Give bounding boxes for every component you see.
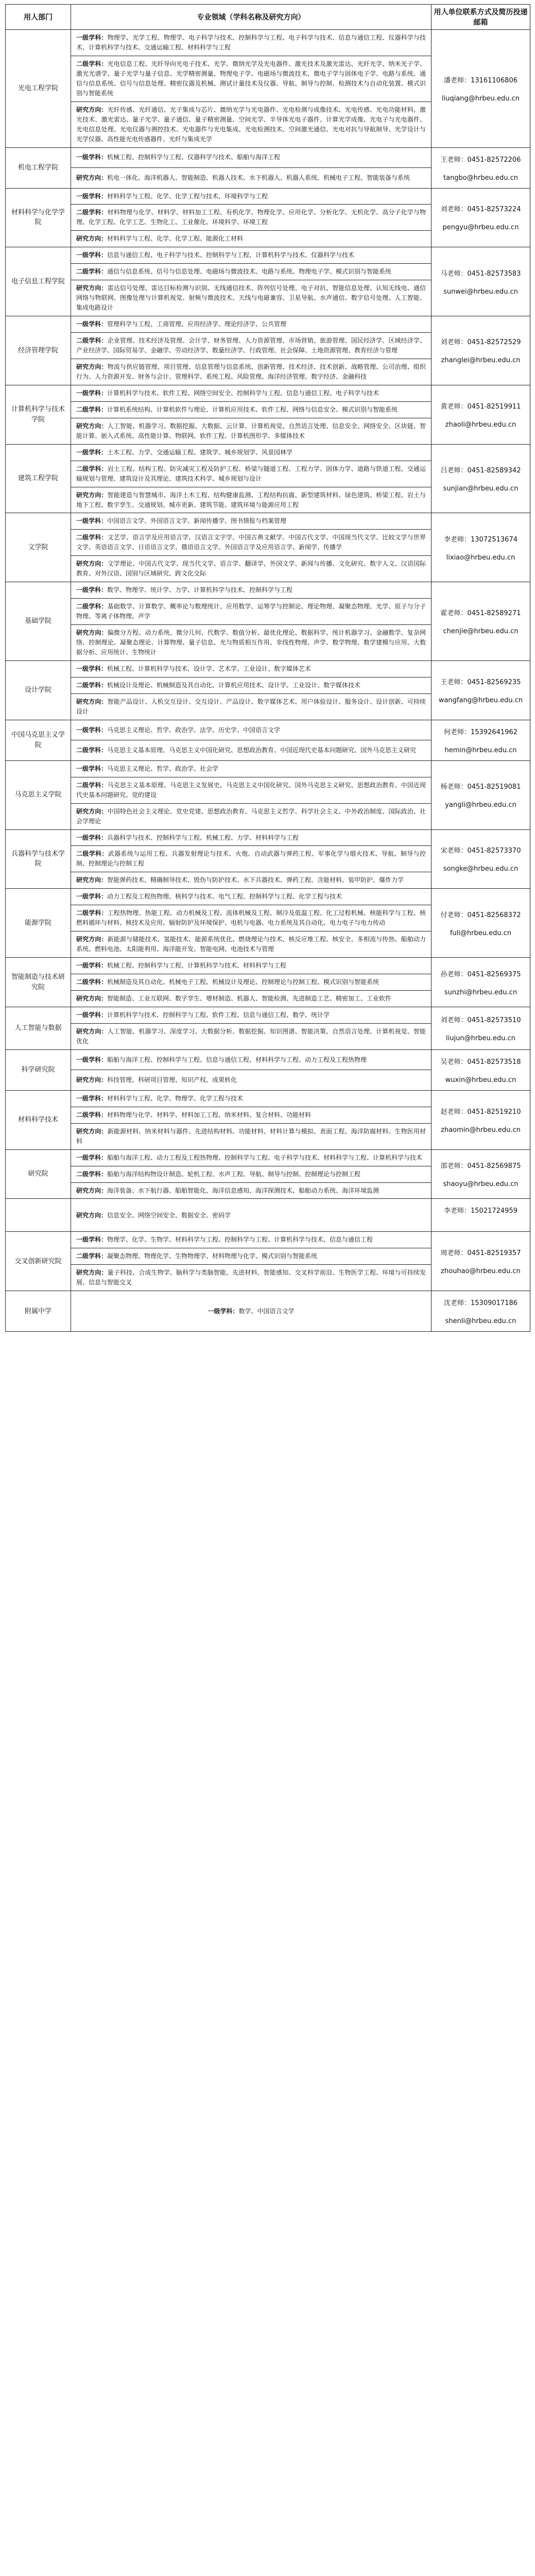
contact-email[interactable]: zhaomin@hrbeu.edu.cn bbox=[441, 1126, 521, 1134]
field-text: 企业管理、技术经济及管理、会计学、财务管理、人力资源管理、市场营销、旅游管理、国民经济学、区域经济学、产业经济学、国际贸易学、金融学、劳动经济学、数量经济学、行政管理、社会保障、土地资源管理、教育经济与管理 bbox=[76, 337, 426, 354]
field-cell bbox=[71, 1149, 432, 1166]
field-level-label: 二级学科： bbox=[76, 405, 108, 413]
field-cell bbox=[71, 316, 432, 333]
table-row bbox=[6, 660, 530, 677]
table-row bbox=[6, 513, 530, 530]
field-cell bbox=[71, 677, 432, 693]
field-level-label: 研究方向： bbox=[76, 936, 108, 943]
field-text: 计算机科学与技术、控制科学与工程、软件工程、信息与通信工程、数学、统计学 bbox=[107, 1011, 330, 1019]
field-text: 人工智能、机器学习、深度学习、大数据分析、数据挖掘、知识图谱、智能决策、自然语言处理、计算机视觉、智能优化 bbox=[76, 1027, 426, 1045]
contact-cell bbox=[432, 889, 530, 958]
field-level-label: 一级学科： bbox=[76, 192, 108, 200]
table-row bbox=[6, 1149, 530, 1166]
contact-cell bbox=[432, 760, 530, 829]
field-level-label: 一级学科： bbox=[76, 517, 108, 525]
field-cell bbox=[71, 556, 432, 582]
field-text: 船舶与海洋工程、控制科学与工程、信息与通信工程、材料科学与工程、动力工程及工程热物理 bbox=[107, 1056, 367, 1063]
dept-cell: 基础学院 bbox=[6, 582, 71, 661]
field-level-label: 二级学科： bbox=[76, 465, 108, 472]
field-text: 物理学、化学、生物学、材料科学与工程、控制科学与工程、计算机科学与技术、信息与通信工程 bbox=[107, 1236, 373, 1244]
field-level-label: 一级学科： bbox=[208, 1307, 239, 1315]
field-level-label: 一级学科： bbox=[76, 586, 108, 594]
field-level-label: 研究方向： bbox=[76, 1187, 108, 1194]
contact-email[interactable]: shaoyu@hrbeu.edu.cn bbox=[443, 1180, 519, 1189]
contact-cell bbox=[432, 1007, 530, 1049]
contact-phone: 吴老师：0451-82573518 bbox=[440, 1058, 521, 1066]
recruitment-table-page bbox=[5, 4, 530, 1332]
table-row bbox=[6, 1199, 530, 1232]
field-text: 船舶与海洋结构物设计制造、轮机工程、水声工程、导航、制导与控制、控制理论与控制工程 bbox=[107, 1170, 361, 1178]
field-text: 马克思主义理论、哲学、政治学、法学、历史学、中国语言文学 bbox=[107, 726, 281, 734]
field-text: 机械工程、控制科学与工程、仪器科学与技术、船舶与海洋工程 bbox=[107, 154, 281, 161]
field-text: 信息安全、网络空间安全、数据安全、密码学 bbox=[107, 1211, 231, 1219]
field-level-label: 二级学科： bbox=[76, 1252, 108, 1260]
field-cell bbox=[71, 693, 432, 720]
table-row bbox=[6, 889, 530, 905]
dept-cell: 建筑工程学院 bbox=[6, 444, 71, 513]
field-cell bbox=[71, 359, 432, 385]
field-cell bbox=[71, 1107, 432, 1123]
field-level-label: 一级学科： bbox=[76, 1094, 108, 1102]
field-text: 岩土工程、结构工程、防灾减灾工程及防护工程、桥梁与隧道工程、工程力学、固体力学、道路与铁道工程、交通运输规划与管理、建筑设计及其理论、建筑技术科学、城乡规划与设计 bbox=[76, 465, 426, 482]
field-level-label: 二级学科： bbox=[76, 978, 108, 986]
contact-email[interactable]: zhouhao@hrbeu.edu.cn bbox=[441, 1267, 521, 1276]
table-row bbox=[6, 958, 530, 974]
field-text: 人工智能、机器学习、数据挖掘、大数据、云计算、计算机视觉、自然语言处理、信息安全、网络安全、区块链、智能计算、嵌入式系统、高性能计算、物联网、软件工程、计算机图形学、多媒体技术 bbox=[76, 422, 426, 439]
field-level-label: 研究方向： bbox=[76, 422, 108, 430]
field-text: 智能产品设计、人机交互设计、交互设计、产品设计、数字媒体艺术、用户体验设计、服务设计、设计创新、可持续设计 bbox=[76, 698, 426, 715]
field-cell bbox=[71, 958, 432, 974]
field-level-label: 一级学科： bbox=[76, 893, 108, 901]
field-cell bbox=[71, 530, 432, 556]
field-text: 船舶与海洋工程、动力工程及工程热物理、控制科学与工程、电子科学与技术、材料科学与工程、计算机科学与技术 bbox=[107, 1154, 423, 1161]
contact-phone: 周老师：0451-82519357 bbox=[440, 1249, 521, 1258]
field-level-label: 一级学科： bbox=[76, 834, 108, 841]
field-text: 通信与信息系统、信号与信息处理、电磁场与微波技术、电路与系统、物理电子学、模式识别与智能系统 bbox=[107, 268, 392, 276]
field-text: 新能源材料、纳米材料与器件、先进结构材料、功能材料、材料计算与模拟、表面工程、海洋防腐材料、生物医用材料 bbox=[76, 1127, 426, 1145]
field-text: 材料科学与工程、化学、化学工程与技术、环境科学与工程 bbox=[107, 192, 268, 200]
contact-phone: 宋老师：0451-82573370 bbox=[440, 847, 521, 855]
field-level-label: 研究方向： bbox=[76, 1269, 108, 1277]
field-level-label: 研究方向： bbox=[76, 174, 108, 181]
field-text: 兵器科学与技术、控制科学与工程、机械工程、力学、材料科学与工程 bbox=[107, 834, 299, 841]
field-cell bbox=[71, 846, 432, 872]
field-text: 光纤传感、光纤通信、光子集成与芯片、微纳光学与光电器件、光电检测与成像技术、光电传感、光电功能材料、激光技术、激光雷达、量子光学、量子通信、量子精密测量、空间光学、半导体光电子器件、计算光学成像、光电子与光电器件、光电信息处理、光电仪器与测控技术、光电器件与光电集成、光电检测技术、空间激光通信、光电对抗与导航制导、光学设计与光学仪器、高性能光电传感器件、光纤与集成光学 bbox=[76, 106, 426, 143]
contact-cell bbox=[432, 1090, 530, 1149]
field-text: 材料物理与化学、材料学、材料加工工程、纳米材料、复合材料、功能材料 bbox=[107, 1111, 312, 1118]
field-text: 马克思主义基本原理、马克思主义中国化研究、思想政治教育、中国近现代史基本问题研究、国外马克思主义研究 bbox=[107, 747, 417, 754]
dept-cell: 人工智能与数据 bbox=[6, 1007, 71, 1049]
field-level-label: 二级学科： bbox=[76, 603, 108, 611]
field-cell bbox=[71, 1007, 432, 1023]
field-level-label: 研究方向： bbox=[76, 106, 108, 113]
contact-email[interactable]: wangfang@hrbeu.edu.cn bbox=[438, 696, 523, 704]
table-row bbox=[6, 760, 530, 777]
field-level-label: 研究方向： bbox=[76, 363, 108, 370]
dept-cell: 交叉创新研究院 bbox=[6, 1232, 71, 1291]
field-level-label: 二级学科： bbox=[76, 209, 108, 216]
field-text: 凝聚态物理、物理化学、生物物理学、材料物理与化学、模式识别与智能系统 bbox=[107, 1252, 318, 1260]
contact-email[interactable]: songke@hrbeu.edu.cn bbox=[443, 865, 519, 873]
field-cell bbox=[71, 1123, 432, 1149]
dept-cell: 材料科学与化学学院 bbox=[6, 188, 71, 247]
field-cell bbox=[71, 101, 432, 147]
field-text: 雷达信号处理、雷达目标检测与识别、无线通信技术、阵列信号处理、电子对抗、智能信息处理、认知无线电、通信网络与物联网、图像处理与计算机视觉、射频与微波技术、天线与电磁兼容、卫星导航、水声通信、数字信号处理、人工智能、集成电路设计 bbox=[76, 284, 426, 312]
table-row bbox=[6, 30, 530, 56]
contact-cell bbox=[432, 582, 530, 661]
field-cell bbox=[71, 1090, 432, 1107]
field-level-label: 一级学科： bbox=[76, 1056, 108, 1063]
dept-cell: 马克思主义学院 bbox=[6, 760, 71, 829]
contact-email[interactable]: zhaoli@hrbeu.edu.cn bbox=[445, 420, 516, 429]
field-text: 材料科学与工程、化学、化学工程、能源化工材料 bbox=[107, 235, 244, 243]
field-cell bbox=[71, 444, 432, 461]
field-cell bbox=[71, 582, 432, 599]
field-cell bbox=[71, 487, 432, 513]
field-cell bbox=[71, 803, 432, 829]
field-text: 马克思主义基本原理、马克思主义发展史、马克思主义中国化研究、国外马克思主义研究、思想政治教育、中国近现代史基本问题研究、党的建设 bbox=[76, 781, 426, 799]
table-row bbox=[6, 1049, 530, 1070]
contact-cell bbox=[432, 385, 530, 444]
contact-phone: 王老师：0451-82569235 bbox=[440, 678, 521, 686]
contact-email[interactable]: liujun@hrbeu.edu.cn bbox=[446, 1034, 515, 1042]
contact-cell bbox=[432, 188, 530, 247]
field-level-label: 研究方向： bbox=[76, 876, 108, 884]
contact-email[interactable]: pengyu@hrbeu.edu.cn bbox=[442, 224, 519, 232]
field-level-label: 研究方向： bbox=[76, 1211, 108, 1219]
field-level-label: 二级学科： bbox=[76, 1170, 108, 1178]
field-cell bbox=[71, 889, 432, 905]
field-level-label: 研究方向： bbox=[76, 807, 108, 815]
field-level-label: 一级学科： bbox=[76, 389, 108, 397]
contact-email[interactable]: wuxin@hrbeu.edu.cn bbox=[445, 1076, 516, 1084]
contact-email[interactable]: sunwei@hrbeu.edu.cn bbox=[443, 287, 518, 296]
field-level-label: 一级学科： bbox=[76, 726, 108, 734]
contact-phone: 潘老师：13161106806 bbox=[444, 76, 517, 84]
field-cell bbox=[71, 385, 432, 401]
field-level-label: 二级学科： bbox=[76, 747, 108, 754]
dept-cell bbox=[6, 1199, 71, 1232]
dept-cell: 研究院 bbox=[6, 1149, 71, 1199]
field-cell bbox=[71, 931, 432, 958]
field-level-label: 二级学科： bbox=[76, 909, 108, 917]
field-level-label: 一级学科： bbox=[76, 1154, 108, 1161]
field-text: 机电一体化、海洋机器人、智能制造、机器人技术、水下机器人、机器人系统、机械电子工程、智能装备与系统 bbox=[107, 174, 410, 181]
field-text: 中国特色社会主义理论、党史党建、思想政治教育、马克思主义哲学、科学社会主义、中外政治制度、国际政治、社会学理论 bbox=[76, 807, 426, 825]
contact-email[interactable]: liuqiang@hrbeu.edu.cn bbox=[442, 94, 520, 103]
field-cell bbox=[71, 625, 432, 661]
field-level-label: 研究方向： bbox=[76, 491, 108, 499]
field-level-label: 一级学科： bbox=[76, 34, 108, 41]
dept-cell: 机电工程学院 bbox=[6, 147, 71, 188]
table-row bbox=[6, 316, 530, 333]
contact-cell bbox=[432, 1232, 530, 1291]
contact-cell bbox=[432, 444, 530, 513]
field-text: 基础数学、计算数学、概率论与数理统计、应用数学、运筹学与控制论、理论物理、凝聚态物理、光学、原子与分子物理、等离子体物理、声学 bbox=[76, 603, 426, 620]
contact-cell bbox=[432, 1149, 530, 1199]
header-contact: 用人单位联系方式及简历投递邮箱 bbox=[432, 5, 530, 30]
field-text: 物流与供应链管理、项目管理、信息管理与信息系统、创新管理、技术经济、技术创新、战略管理、公司治理、组织行为、人力资源开发、财务与会计、管理科学、系统工程、风险管理、海洋经济管理、数字经济、金融科技 bbox=[76, 363, 426, 380]
field-level-label: 一级学科： bbox=[76, 154, 108, 161]
field-cell bbox=[71, 461, 432, 487]
contact-cell bbox=[432, 316, 530, 385]
dept-cell: 中国马克思主义学院 bbox=[6, 720, 71, 760]
dept-cell: 材料科学技术 bbox=[6, 1090, 71, 1149]
field-text: 机械工程、计算机科学与技术、设计学、艺术学、工业设计、数字媒体艺术 bbox=[107, 665, 312, 672]
field-level-label: 一级学科： bbox=[76, 448, 108, 456]
dept-cell: 文学院 bbox=[6, 513, 71, 582]
contact-cell bbox=[432, 513, 530, 582]
field-cell bbox=[71, 1265, 432, 1291]
field-cell bbox=[71, 1199, 432, 1232]
contact-phone: 刘老师：0451-82572529 bbox=[440, 338, 521, 347]
field-cell bbox=[71, 264, 432, 280]
field-cell bbox=[71, 188, 432, 205]
contact-cell bbox=[432, 30, 530, 148]
field-text: 文艺学、语言学及应用语言学、汉语言文字学、中国古典文献学、中国古代文学、中国现当代文学、比较文学与世界文学、英语语言文学、日语语言文学、俄语语言文学、外国语言学及应用语言学、新闻学、传播学 bbox=[76, 534, 426, 551]
table-row bbox=[6, 1007, 530, 1023]
field-level-label: 一级学科： bbox=[76, 962, 108, 970]
field-text: 数学、物理学、统计学、力学、计算机科学与技术、控制科学与工程 bbox=[107, 586, 293, 594]
field-cell bbox=[71, 280, 432, 316]
field-level-label: 一级学科： bbox=[76, 665, 108, 672]
field-cell bbox=[71, 1049, 432, 1070]
table-row bbox=[6, 147, 530, 168]
field-level-label: 研究方向： bbox=[76, 1076, 108, 1084]
contact-email[interactable]: yangli@hrbeu.edu.cn bbox=[445, 801, 516, 809]
field-level-label: 研究方向： bbox=[76, 1027, 108, 1035]
field-cell bbox=[71, 401, 432, 418]
field-text: 光电信息工程、光纤导向光电子技术、光学、微纳光学及光电器件、激光技术及激光雷达、光纤光学、纳米光子学、激光光谱学、量子光学与量子信息、光学精密测量、物理电子学、电磁场与微波技术、微电子学与固体电子学、电路与系统、通信与信息系统、信号与信息处理、精密仪器及机械、测试计量技术及仪器、导航、制导与控制、检测技术与自动化装置、模式识别与智能系统 bbox=[76, 60, 426, 97]
dept-cell: 经济管理学院 bbox=[6, 316, 71, 385]
field-cell bbox=[71, 231, 432, 247]
field-text: 中国语言文学、外国语言文学、新闻传播学、图书情报与档案管理 bbox=[107, 517, 287, 525]
field-cell bbox=[71, 168, 432, 189]
field-cell bbox=[71, 205, 432, 231]
contact-email[interactable]: sunzhi@hrbeu.edu.cn bbox=[444, 988, 517, 996]
contact-phone: 沈老师：15309017186 bbox=[444, 1299, 517, 1308]
table-row bbox=[6, 829, 530, 846]
dept-cell: 科学研究院 bbox=[6, 1049, 71, 1090]
field-cell bbox=[71, 1023, 432, 1049]
field-text: 武器系统与运用工程、兵器发射理论与技术、火炮、自动武器与弹药工程、军事化学与烟火技术、导航、制导与控制、控制理论与控制工程 bbox=[76, 850, 426, 868]
field-cell bbox=[71, 1070, 432, 1091]
table-row bbox=[6, 582, 530, 599]
table-row bbox=[6, 1090, 530, 1107]
field-level-label: 二级学科： bbox=[76, 268, 108, 276]
field-text: 马克思主义理论、哲学、政治学、社会学 bbox=[107, 765, 219, 772]
field-cell bbox=[71, 333, 432, 359]
table-row bbox=[6, 188, 530, 205]
contact-email[interactable]: shenli@hrbeu.edu.cn bbox=[445, 1317, 516, 1326]
field-cell bbox=[71, 1182, 432, 1199]
contact-email[interactable]: sunjian@hrbeu.edu.cn bbox=[443, 485, 519, 493]
contact-email[interactable]: hemin@hrbeu.edu.cn bbox=[444, 746, 517, 754]
field-text: 机械设计及理论、机械制造及其自动化、计算机应用技术、设计学、工业设计、数字媒体技术 bbox=[107, 681, 361, 689]
dept-cell: 设计学院 bbox=[6, 660, 71, 720]
dept-cell: 光电工程学院 bbox=[6, 30, 71, 148]
table-body bbox=[6, 30, 530, 1332]
field-cell bbox=[71, 1232, 432, 1248]
field-text: 新能源与储能技术、氢能技术、能源系统优化、燃烧理论与技术、核反应堆工程、核安全、多相流与传热、船舶动力系统、燃料电池、太阳能利用、海洋能开发、智能电网、电池技术与管理 bbox=[76, 936, 426, 953]
contact-phone: 马老师：0451-82573583 bbox=[440, 269, 521, 278]
field-text: 智能建造与智慧城市、海洋土木工程、结构健康监测、工程结构抗震、新型建筑材料、绿色建筑、桥梁工程、岩土与地下工程、数字孪生、交通规划、城市更新、建筑节能、建筑环境与能源应用工程 bbox=[76, 491, 426, 509]
field-text: 文学理论、中国古代文学、现当代文学、语言学、翻译学、外国文学、新闻与传播、文化研究、数字人文、汉语国际教育、对外汉语、国别与区域研究、跨文化交际 bbox=[76, 560, 426, 578]
contact-phone: 吕老师：0451-82589342 bbox=[440, 467, 521, 475]
contact-cell bbox=[432, 247, 530, 316]
contact-cell bbox=[432, 660, 530, 720]
field-cell bbox=[71, 905, 432, 931]
contact-email[interactable]: fuli@hrbeu.edu.cn bbox=[450, 929, 512, 937]
field-level-label: 研究方向： bbox=[76, 995, 108, 1002]
field-level-label: 研究方向： bbox=[76, 1127, 108, 1135]
field-text: 偏微分方程、动力系统、微分几何、代数学、数值分析、最优化理论、数据科学、统计机器学习、金融数学、复杂网络、控制理论、凝聚态理论、计算物理、量子信息、光与物质相互作用、非线性物理、声学、数学物理、数学建模与应用、大数据分析、应用统计、生物统计 bbox=[76, 629, 426, 656]
field-level-label: 研究方向： bbox=[76, 560, 108, 568]
field-level-label: 研究方向： bbox=[76, 698, 108, 705]
table-row bbox=[6, 720, 530, 740]
recruitment-table bbox=[5, 4, 530, 1332]
field-text: 工程热物理、热能工程、动力机械及工程、流体机械及工程、制冷及低温工程、化工过程机械、核能科学与工程、核燃料循环与材料、核技术及应用、辐射防护及环境保护、电机与电器、电力系统及其自动化、电力电子与电力传动 bbox=[76, 909, 426, 927]
contact-phone: 黄老师：0451-82519911 bbox=[440, 402, 521, 411]
field-level-label: 二级学科： bbox=[76, 337, 108, 345]
field-cell bbox=[71, 513, 432, 530]
contact-phone: 付老师：0451-82568372 bbox=[440, 911, 521, 919]
field-text: 信息与通信工程、电子科学与技术、控制科学与工程、计算机科学与技术、仪器科学与技术 bbox=[107, 251, 355, 259]
contact-phone: 邵老师：0451-82569875 bbox=[440, 1162, 521, 1171]
contact-phone: 孙老师：0451-82569375 bbox=[440, 970, 521, 978]
field-text: 材料物理与化学、材料学、材料加工工程、有机化学、物理化学、应用化学、分析化学、无机化学、高分子化学与物理、化学工程、化学工艺、生物化工、工业催化、环境科学、环境工程 bbox=[76, 209, 426, 226]
field-cell bbox=[71, 974, 432, 991]
contact-phone: 赵老师：0451-82519210 bbox=[440, 1108, 521, 1116]
contact-cell bbox=[432, 958, 530, 1007]
field-level-label: 研究方向： bbox=[76, 284, 108, 292]
field-cell bbox=[71, 1291, 432, 1332]
field-level-label: 二级学科： bbox=[76, 681, 108, 689]
dept-cell: 智能制造与技术研究院 bbox=[6, 958, 71, 1007]
field-cell bbox=[71, 30, 432, 56]
contact-cell bbox=[432, 720, 530, 760]
field-text: 材料科学与工程、化学、物理学、化学工程与技术 bbox=[107, 1094, 244, 1102]
field-cell bbox=[71, 599, 432, 625]
field-text: 智能弹药技术、精确制导技术、毁伤与防护技术、水下兵器技术、弹药工程、含能材料、装甲防护、爆炸力学 bbox=[107, 876, 404, 884]
table-row bbox=[6, 1232, 530, 1248]
field-cell bbox=[71, 760, 432, 777]
field-level-label: 一级学科： bbox=[76, 765, 108, 772]
dept-cell: 计算机科学与技术学院 bbox=[6, 385, 71, 444]
contact-email[interactable]: zhanglei@hrbeu.edu.cn bbox=[441, 357, 521, 365]
field-cell bbox=[71, 829, 432, 846]
table-row bbox=[6, 385, 530, 401]
field-text: 土木工程、力学、交通运输工程、建筑学、城乡规划学、风景园林学 bbox=[107, 448, 293, 456]
contact-phone: 王老师：0451-82572206 bbox=[440, 156, 521, 164]
field-cell bbox=[71, 720, 432, 740]
contact-email[interactable]: tangbo@hrbeu.edu.cn bbox=[443, 174, 518, 182]
table-row bbox=[6, 1291, 530, 1332]
contact-phone: 刘老师：0451-82573510 bbox=[440, 1016, 521, 1024]
field-text: 计算机科学与技术、软件工程、网络空间安全、控制科学与工程、信息与通信工程、电子科学与技术 bbox=[107, 389, 379, 397]
contact-phone: 何老师：15392641962 bbox=[444, 728, 517, 736]
field-text: 量子科技、合成生物学、脑科学与类脑智能、先进材料、智能感知、交叉科学前沿、生物医学工程、环境与可持续发展、信息与智能交叉 bbox=[76, 1269, 426, 1286]
field-cell bbox=[71, 740, 432, 761]
field-level-label: 二级学科： bbox=[76, 1111, 108, 1118]
field-cell bbox=[71, 1248, 432, 1265]
contact-phone: 李老师：13072513674 bbox=[444, 535, 517, 544]
contact-phone: 刘老师：0451-82573224 bbox=[440, 206, 521, 214]
field-text: 物理学、光学工程、物理学、电子科学与技术、控制科学与工程、电子科学与技术、信息与通信工程、仪器科学与技术、计算机科学与技术、交通运输工程、材料科学与工程 bbox=[76, 34, 426, 51]
field-text: 管理科学与工程、工商管理、应用经济学、理论经济学、公共管理 bbox=[107, 320, 287, 328]
field-level-label: 二级学科： bbox=[76, 781, 108, 789]
field-cell bbox=[71, 991, 432, 1007]
table-header-row bbox=[6, 5, 530, 30]
dept-cell: 能源学院 bbox=[6, 889, 71, 958]
contact-cell bbox=[432, 1199, 530, 1232]
field-level-label: 二级学科： bbox=[76, 534, 108, 541]
contact-email[interactable] bbox=[434, 1220, 528, 1230]
field-text: 机械制造及其自动化、机械电子工程、机械设计及理论、控制理论与控制工程、模式识别与智能系统 bbox=[107, 978, 379, 986]
field-text: 海洋装备、水下航行器、船舶智能化、海洋信息感知、海洋探测技术、船舶动力系统、海洋环境监测 bbox=[107, 1187, 379, 1194]
field-cell bbox=[71, 247, 432, 264]
field-cell bbox=[71, 56, 432, 101]
contact-cell bbox=[432, 147, 530, 188]
field-text: 科技管理、科研项目管理、知识产权、成果转化 bbox=[107, 1076, 237, 1084]
field-cell bbox=[71, 872, 432, 889]
field-cell bbox=[71, 777, 432, 803]
contact-email[interactable]: chenjie@hrbeu.edu.cn bbox=[443, 628, 519, 636]
field-text: 计算机系统结构、计算机软件与理论、计算机应用技术、软件工程、网络与信息安全、模式识别与智能系统 bbox=[107, 405, 398, 413]
dept-cell: 电子信息工程学院 bbox=[6, 247, 71, 316]
field-level-label: 研究方向： bbox=[76, 235, 108, 243]
field-text: 数学、中国语言文学 bbox=[238, 1307, 295, 1315]
field-level-label: 一级学科： bbox=[76, 251, 108, 259]
dept-cell: 兵器科学与技术学院 bbox=[6, 829, 71, 889]
contact-cell bbox=[432, 1049, 530, 1090]
contact-phone: 杨老师：0451-82519081 bbox=[440, 783, 521, 791]
table-row bbox=[6, 247, 530, 264]
dept-cell: 附属中学 bbox=[6, 1291, 71, 1332]
contact-phone: 霍老师：0451-82589271 bbox=[440, 609, 521, 618]
field-level-label: 一级学科： bbox=[76, 1011, 108, 1019]
field-level-label: 一级学科： bbox=[76, 320, 108, 328]
field-text: 机械工程、控制科学与工程、计算机科学与技术、材料科学与工程 bbox=[107, 962, 287, 970]
header-field: 专业领域（学科名称及研究方向） bbox=[71, 5, 432, 30]
contact-cell bbox=[432, 1291, 530, 1332]
field-cell bbox=[71, 147, 432, 168]
field-text: 智能制造、工业互联网、数字孪生、增材制造、机器人、智能检测、先进制造工艺、精密加工、工业软件 bbox=[107, 995, 392, 1002]
header-dept: 用人部门 bbox=[6, 5, 71, 30]
field-cell bbox=[71, 660, 432, 677]
contact-cell bbox=[432, 829, 530, 889]
field-cell bbox=[71, 418, 432, 444]
field-level-label: 一级学科： bbox=[76, 1236, 108, 1244]
field-level-label: 二级学科： bbox=[76, 60, 108, 67]
field-text: 动力工程及工程热物理、核科学与技术、电气工程、控制科学与工程、化学工程与技术 bbox=[107, 893, 342, 901]
contact-phone: 李老师：15021724959 bbox=[444, 1207, 517, 1215]
field-cell bbox=[71, 1166, 432, 1182]
field-level-label: 二级学科： bbox=[76, 850, 108, 858]
contact-email[interactable]: lixiao@hrbeu.edu.cn bbox=[446, 553, 515, 562]
table-row bbox=[6, 444, 530, 461]
field-level-label: 研究方向： bbox=[76, 629, 108, 637]
